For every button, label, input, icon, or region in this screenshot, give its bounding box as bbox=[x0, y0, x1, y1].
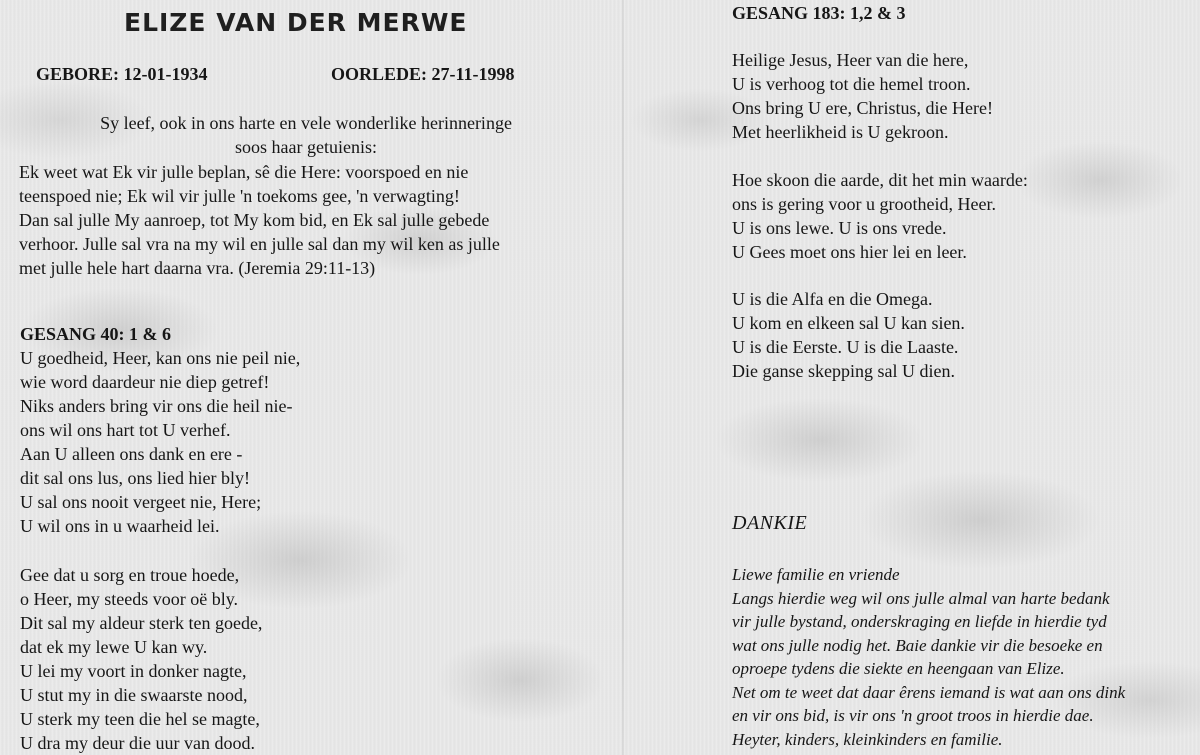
hymn-183-heading: GESANG 183: 1,2 & 3 bbox=[732, 3, 906, 23]
lyric-line: ons wil ons hart tot U verhef. bbox=[20, 420, 231, 440]
lyric-line: U stut my in die swaarste nood, bbox=[20, 685, 248, 705]
lyric-line: U is verhoog tot die hemel troon. bbox=[732, 74, 971, 94]
thanks-line: wat ons julle nodig het. Baie dankie vir die besoeke en bbox=[732, 635, 1103, 655]
thanks-line: en vir ons bid, is vir ons 'n groot troos in hierdie dae. bbox=[732, 706, 1094, 725]
lyric-line: U Gees moet ons hier lei en leer. bbox=[732, 242, 967, 262]
lyric-line: Niks anders bring vir ons die heil nie- bbox=[20, 396, 293, 416]
thanks-line: Net om te weet dat daar êrens iemand is wat aan ons dink bbox=[732, 682, 1126, 702]
hymn-183-stanza-2 bbox=[732, 168, 1028, 264]
lyric-line: ons is gering voor u grootheid, Heer. bbox=[732, 194, 996, 214]
lyric-line: U is ons lewe. U is ons vrede. bbox=[732, 218, 947, 238]
lyric-line: Heilige Jesus, Heer van die here, bbox=[732, 50, 969, 70]
text-line: Ek weet wat Ek vir julle beplan, sê die Here: voorspoed en nie bbox=[19, 162, 469, 182]
thanks-message bbox=[732, 563, 1125, 751]
lyric-line: U sal ons nooit vergeet nie, Here; bbox=[20, 492, 262, 512]
lyric-line: U is die Eerste. U is die Laaste. bbox=[732, 337, 959, 357]
thanks-heading: DANKIE bbox=[732, 512, 808, 534]
lyric-line: U lei my voort in donker nagte, bbox=[20, 661, 247, 681]
text-line: verhoor. Julle sal vra na my wil en julle sal dan my wil ken as julle bbox=[19, 234, 500, 254]
hymn-40-stanza-1 bbox=[20, 346, 300, 538]
hymn-183-stanza-3 bbox=[732, 287, 965, 383]
lyric-line: Die ganse skepping sal U dien. bbox=[732, 361, 955, 381]
lyric-line: o Heer, my steeds voor oë bly. bbox=[20, 589, 239, 609]
lyric-line: Aan U alleen ons dank en ere - bbox=[20, 444, 243, 464]
lyric-line: U dra my deur die uur van dood. bbox=[20, 733, 255, 753]
lyric-line: Hoe skoon die aarde, dit het min waarde: bbox=[732, 170, 1028, 190]
text-line: met julle hele hart daarna vra. (Jeremia 29:11-13) bbox=[19, 258, 376, 278]
text-line: Dan sal julle My aanroep, tot My kom bid, en Ek sal julle gebede bbox=[19, 210, 490, 230]
thanks-line: Heyter, kinders, kleinkinders en familie. bbox=[732, 729, 1003, 749]
text-line: Sy leef, ook in ons harte en vele wonderlike herinneringe bbox=[100, 113, 512, 133]
hymn-40-heading: GESANG 40: 1 & 6 bbox=[20, 324, 172, 344]
lyric-line: Ons bring U ere, Christus, die Here! bbox=[732, 98, 993, 118]
lyric-line: U goedheid, Heer, kan ons nie peil nie, bbox=[20, 348, 301, 368]
right-page bbox=[626, 0, 1200, 755]
deceased-name: ELIZE VAN DER MERWE bbox=[124, 8, 468, 37]
scripture-verse bbox=[19, 160, 500, 280]
lyric-line: U wil ons in u waarheid lei. bbox=[20, 516, 220, 536]
lyric-line: U kom en elkeen sal U kan sien. bbox=[732, 313, 965, 333]
lyric-line: Gee dat u sorg en troue hoede, bbox=[20, 565, 240, 585]
hymn-40-stanza-2 bbox=[20, 563, 262, 755]
intro-text bbox=[96, 111, 516, 159]
page-fold bbox=[622, 0, 624, 755]
lyric-line: Dit sal my aldeur sterk ten goede, bbox=[20, 613, 263, 633]
hymn-183-stanza-1 bbox=[732, 48, 993, 144]
lyric-line: U sterk my teen die hel se magte, bbox=[20, 709, 260, 729]
lyric-line: dat ek my lewe U kan wy. bbox=[20, 637, 208, 657]
thanks-line: Liewe familie en vriende bbox=[732, 565, 900, 584]
lyric-line: U is die Alfa en die Omega. bbox=[732, 289, 933, 309]
thanks-line: oproepe tydens die siekte en heengaan van Elize. bbox=[732, 659, 1065, 678]
thanks-line: vir julle bystand, onderskraging en liefde in hierdie tyd bbox=[732, 612, 1107, 631]
thanks-line: Langs hierdie weg wil ons julle almal van harte bedank bbox=[732, 588, 1110, 608]
lyric-line: wie word daardeur nie diep getref! bbox=[20, 372, 270, 392]
birth-date: GEBORE: 12-01-1934 bbox=[36, 64, 208, 84]
death-date: OORLEDE: 27-11-1998 bbox=[331, 64, 515, 84]
text-line: teenspoed nie; Ek wil vir julle 'n toekoms gee, 'n verwagting! bbox=[19, 186, 460, 206]
lyric-line: dit sal ons lus, ons lied hier bly! bbox=[20, 468, 250, 488]
text-line: soos haar getuienis: bbox=[235, 137, 377, 157]
lyric-line: Met heerlikheid is U gekroon. bbox=[732, 122, 949, 142]
